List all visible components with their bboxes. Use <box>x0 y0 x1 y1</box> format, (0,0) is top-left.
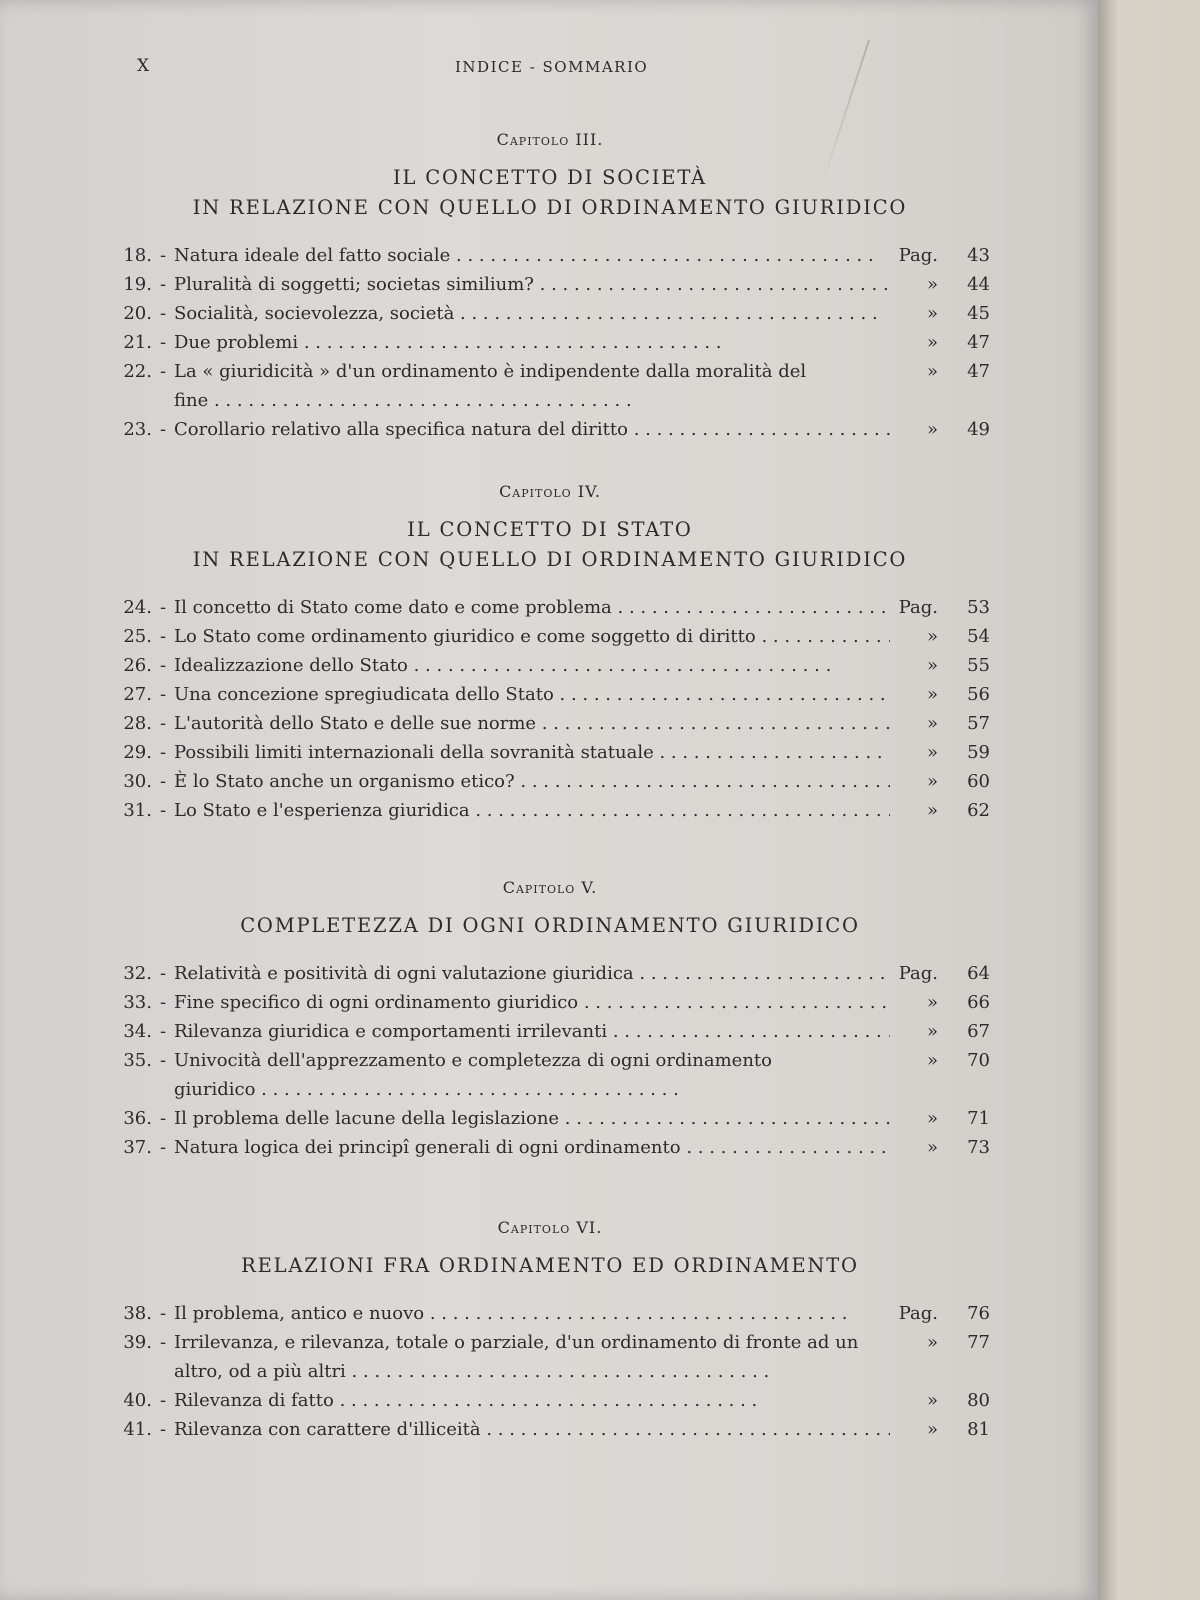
entry-ref: » <box>926 1137 938 1158</box>
entry-number: 37. <box>123 1137 152 1158</box>
chapter-title-line: IL CONCETTO DI SOCIETÀ <box>393 166 707 189</box>
entry-number: 19. <box>123 274 152 295</box>
entry-ref: » <box>926 1419 938 1440</box>
toc-entry: 40. - Rilevanza di fatto . . » 80 <box>110 1386 990 1415</box>
entry-ref: » <box>926 684 938 705</box>
toc-entries <box>110 1299 990 1444</box>
entry-page: 56 <box>967 684 990 705</box>
entry-page: 49 <box>967 419 990 440</box>
entry-page: 45 <box>967 303 990 324</box>
toc-entry: 32. - Relatività e positività di ogni valutazione giuridica . . Pag. 64 <box>110 959 990 988</box>
toc-entry: 39. - Irrilevanza, e rilevanza, totale o parziale, d'un ordinamento di fronte ad un altro, od a più altri . . » 77 <box>110 1328 990 1386</box>
entry-number: 38. <box>123 1303 152 1324</box>
entry-page: 73 <box>967 1137 990 1158</box>
entry-number: 25. <box>123 626 152 647</box>
entry-page: 60 <box>967 771 990 792</box>
entry-ref: » <box>926 800 938 821</box>
entry-ref: » <box>926 1332 938 1353</box>
entry-number: 21. <box>123 332 152 353</box>
toc-entry: 28. - L'autorità dello Stato e delle sue norme . . » 57 <box>110 709 990 738</box>
entry-text: L'autorità dello Stato e delle sue norme . . <box>174 713 890 734</box>
entry-text: Relatività e positività di ogni valutazione giuridica . . <box>174 963 890 984</box>
toc-entry: 22. - La « giuridicità » d'un ordinamento è indipendente dalla moralità del fine . . » 47 <box>110 357 990 415</box>
entry-text: Irrilevanza, e rilevanza, totale o parziale, d'un ordinamento di fronte ad un altro, od a più altri . . <box>174 1332 858 1382</box>
entry-ref: Pag. <box>898 1303 938 1324</box>
entry-page: 77 <box>967 1332 990 1353</box>
entry-text: Pluralità di soggetti; societas similium? . . <box>174 274 890 295</box>
entry-text: Fine specifico di ogni ordinamento giuridico . . <box>174 992 890 1013</box>
chapter-title-line: IL CONCETTO DI STATO <box>407 518 693 541</box>
entry-page: 47 <box>967 361 990 382</box>
entry-text: Corollario relativo alla specifica natura del diritto . . <box>174 419 890 440</box>
entry-ref: » <box>926 1390 938 1411</box>
entry-page: 76 <box>967 1303 990 1324</box>
entry-page: 59 <box>967 742 990 763</box>
entry-ref: » <box>926 992 938 1013</box>
entry-number: 31. <box>123 800 152 821</box>
toc-entry: 23. - Corollario relativo alla specifica natura del diritto . . » 49 <box>110 415 990 444</box>
toc-entries <box>110 959 990 1162</box>
toc-entry: 18. - Natura ideale del fatto sociale . . Pag. 43 <box>110 241 990 270</box>
entry-number: 33. <box>123 992 152 1013</box>
entry-text: Il problema delle lacune della legislazione . . <box>174 1108 890 1129</box>
entry-text: Una concezione spregiudicata dello Stato . . <box>174 684 890 705</box>
toc-entry: 26. - Idealizzazione dello Stato . . » 55 <box>110 651 990 680</box>
entry-page: 53 <box>967 597 990 618</box>
entry-number: 27. <box>123 684 152 705</box>
toc-entry: 27. - Una concezione spregiudicata dello Stato . . » 56 <box>110 680 990 709</box>
toc-entry: 21. - Due problemi . . » 47 <box>110 328 990 357</box>
entry-ref: » <box>926 1050 938 1071</box>
chapter-title-line: IN RELAZIONE CON QUELLO DI ORDINAMENTO GIURIDICO <box>192 196 908 219</box>
chapter-title-line: IN RELAZIONE CON QUELLO DI ORDINAMENTO GIURIDICO <box>192 548 908 571</box>
entry-text: Il concetto di Stato come dato e come problema . . <box>174 597 890 618</box>
chapter-label: Capitolo VI. <box>497 1218 603 1237</box>
entry-number: 26. <box>123 655 152 676</box>
entry-page: 43 <box>967 245 990 266</box>
chapter-title-line: RELAZIONI FRA ORDINAMENTO ED ORDINAMENTO <box>241 1254 859 1277</box>
toc-entry: 20. - Socialità, socievolezza, società . . » 45 <box>110 299 990 328</box>
entry-number: 41. <box>123 1419 152 1440</box>
entry-page: 62 <box>967 800 990 821</box>
entry-page: 71 <box>967 1108 990 1129</box>
toc-entry: 24. - Il concetto di Stato come dato e come problema . . Pag. 53 <box>110 593 990 622</box>
entry-number: 22. <box>123 361 152 382</box>
toc-entry: 31. - Lo Stato e l'esperienza giuridica . . » 62 <box>110 796 990 825</box>
running-header: INDICE - SOMMARIO <box>455 58 649 76</box>
entry-text: Idealizzazione dello Stato . . <box>174 655 831 676</box>
entry-text: Lo Stato e l'esperienza giuridica . . <box>174 800 890 821</box>
entry-ref: » <box>926 626 938 647</box>
entry-number: 40. <box>123 1390 152 1411</box>
entry-page: 67 <box>967 1021 990 1042</box>
toc-entry: 38. - Il problema, antico e nuovo . . Pag. 76 <box>110 1299 990 1328</box>
entry-ref: » <box>926 771 938 792</box>
entry-ref: » <box>926 361 938 382</box>
toc-entry: 41. - Rilevanza con carattere d'illiceità . . » 81 <box>110 1415 990 1444</box>
entry-ref: » <box>926 1021 938 1042</box>
toc-entry: 33. - Fine specifico di ogni ordinamento giuridico . . » 66 <box>110 988 990 1017</box>
chapter-label: Capitolo IV. <box>499 482 601 501</box>
chapter-label: Capitolo V. <box>502 878 598 897</box>
toc-entry: 35. - Univocità dell'apprezzamento e completezza di ogni ordinamento giuridico . . » 70 <box>110 1046 990 1104</box>
entry-number: 30. <box>123 771 152 792</box>
entry-page: 54 <box>967 626 990 647</box>
entry-ref: » <box>926 274 938 295</box>
entry-text: Socialità, socievolezza, società . . <box>174 303 878 324</box>
toc-entry: 37. - Natura logica dei principî generali di ogni ordinamento . . » 73 <box>110 1133 990 1162</box>
entry-ref: » <box>926 742 938 763</box>
entry-ref: » <box>926 419 938 440</box>
toc-entry: 30. - È lo Stato anche un organismo etico? . . » 60 <box>110 767 990 796</box>
entry-text: Natura logica dei principî generali di ogni ordinamento . . <box>174 1137 890 1158</box>
entry-number: 24. <box>123 597 152 618</box>
entry-number: 23. <box>123 419 152 440</box>
entry-number: 36. <box>123 1108 152 1129</box>
entry-number: 32. <box>123 963 152 984</box>
entry-ref: Pag. <box>898 245 938 266</box>
toc-entries <box>110 593 990 825</box>
entry-text: Due problemi . . <box>174 332 722 353</box>
toc-entries <box>110 241 990 444</box>
entry-number: 34. <box>123 1021 152 1042</box>
entry-text: Il problema, antico e nuovo . . <box>174 1303 848 1324</box>
entry-page: 70 <box>967 1050 990 1071</box>
entry-number: 35. <box>123 1050 152 1071</box>
page-numeral: X <box>137 56 151 76</box>
entry-number: 20. <box>123 303 152 324</box>
chapter-5 <box>110 878 990 1162</box>
toc-entry: 25. - Lo Stato come ordinamento giuridico e come soggetto di diritto . . » 54 <box>110 622 990 651</box>
entry-ref: » <box>926 303 938 324</box>
entry-page: 57 <box>967 713 990 734</box>
chapter-6 <box>110 1218 990 1444</box>
entry-number: 18. <box>123 245 152 266</box>
entry-text: Rilevanza giuridica e comportamenti irrilevanti . . <box>174 1021 890 1042</box>
toc-entry: 29. - Possibili limiti internazionali della sovranità statuale . . » 59 <box>110 738 990 767</box>
entry-page: 81 <box>967 1419 990 1440</box>
entry-ref: Pag. <box>898 963 938 984</box>
chapter-4 <box>110 482 990 825</box>
toc-entry: 19. - Pluralità di soggetti; societas similium? . . » 44 <box>110 270 990 299</box>
chapter-label: Capitolo III. <box>496 130 604 149</box>
entry-ref: » <box>926 713 938 734</box>
entry-text: Univocità dell'apprezzamento e completezza di ogni ordinamento giuridico . . <box>174 1050 772 1100</box>
entry-text: La « giuridicità » d'un ordinamento è indipendente dalla moralità del fine . . <box>174 361 806 411</box>
entry-page: 55 <box>967 655 990 676</box>
entry-number: 28. <box>123 713 152 734</box>
entry-ref: Pag. <box>898 597 938 618</box>
entry-text: Rilevanza con carattere d'illiceità . . <box>174 1419 890 1440</box>
entry-page: 66 <box>967 992 990 1013</box>
entry-text: Possibili limiti internazionali della sovranità statuale . . <box>174 742 890 763</box>
entry-number: 29. <box>123 742 152 763</box>
entry-ref: » <box>926 332 938 353</box>
entry-ref: » <box>926 655 938 676</box>
chapter-title-line: COMPLETEZZA DI OGNI ORDINAMENTO GIURIDICO <box>240 914 860 937</box>
entry-number: 39. <box>123 1332 152 1353</box>
entry-page: 64 <box>967 963 990 984</box>
entry-page: 80 <box>967 1390 990 1411</box>
toc-entry: 34. - Rilevanza giuridica e comportamenti irrilevanti . . » 67 <box>110 1017 990 1046</box>
entry-text: Rilevanza di fatto . . <box>174 1390 757 1411</box>
entry-page: 47 <box>967 332 990 353</box>
entry-ref: » <box>926 1108 938 1129</box>
entry-page: 44 <box>967 274 990 295</box>
entry-text: Lo Stato come ordinamento giuridico e come soggetto di diritto . . <box>174 626 890 647</box>
entry-text: È lo Stato anche un organismo etico? . . <box>174 771 890 792</box>
chapter-3 <box>110 130 990 444</box>
toc-entry: 36. - Il problema delle lacune della legislazione . . » 71 <box>110 1104 990 1133</box>
entry-text: Natura ideale del fatto sociale . . <box>174 245 874 266</box>
next-page-edge <box>1098 0 1200 1600</box>
